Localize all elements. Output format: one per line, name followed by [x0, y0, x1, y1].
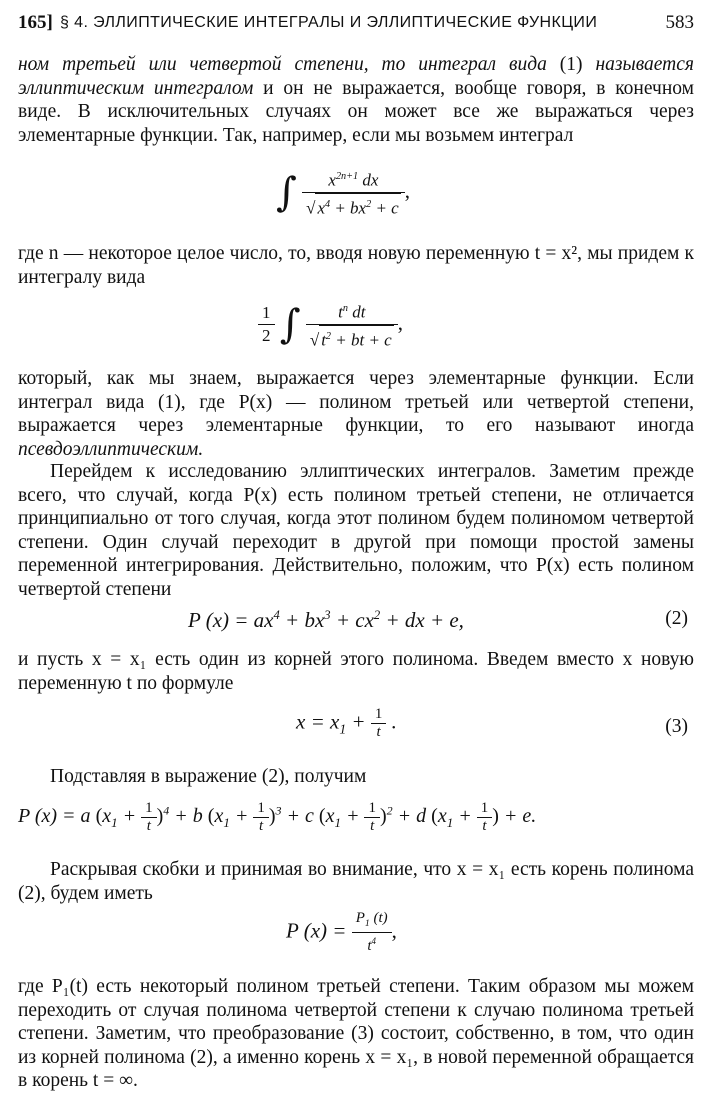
paragraph-3-text: который, как мы знаем, выражается через элементарные функции. Если интеграл вида (1), где P(x) — полином третьей или четвертой степени, выражается через элементарные функции, то его называют иногда [18, 368, 694, 437]
definition-text-1: ном третьей или четвертой степени, то интеграл вида [18, 54, 547, 75]
formula-expansion: P (x) = a ($x_1$ + $\frac{1}{t}$ )$^4$ + b ($x_1$ + $\frac{1}{t}$ )$^3$ + c ($x_1$ + $\frac{1}{t}$ )$^2$ + d ($x_1$ + $\frac{1}{t}$ ) + e. [18, 800, 537, 834]
equation-label-3: (3) [665, 716, 688, 737]
paragraph-6: Подставляя в выражение (2), получим [50, 766, 367, 787]
equation-label-2: (2) [665, 608, 688, 629]
page-number: 583 [665, 12, 694, 33]
paragraph-1-rest: и он не выражается, вообще говоря, в конечном виде. В исключительных случаях он может все же выражаться через элементарные функции. Так, например, если мы возьмем интеграл [18, 77, 694, 146]
paragraph-5: и пусть x = x₁ есть один из корней этого полинома. Введем вместо x новую переменную t по формуле [18, 649, 694, 694]
definition-text-2: называется эллиптическим интегралом [18, 54, 694, 99]
chapter-title: § 4. ЭЛЛИПТИЧЕСКИЕ ИНТЕГРАЛЫ И ЭЛЛИПТИЧЕСКИЕ ФУНКЦИИ [60, 14, 598, 31]
formula-p1: P (x) = $\frac{P_1 (t)}{t^4}$ , [286, 910, 397, 954]
paragraph-8: где P₁(t) есть некоторый полином третьей степени. Таким образом мы можем переходить от случая полинома четвертой степени к случаю полинома третьей степени. Заметим, что преобразование (3) состоит, собственно, в том, что один из корней полинома (2), а именно корень x = x₁, в новой переменной обращается в корень t = ∞. [18, 976, 694, 1092]
formula-integral-1: ∫ $\frac{x^{2n+1} dx}{√ x^4 + bx^2 + c}$ , [276, 166, 410, 219]
equation-ref-1: (1) [546, 54, 596, 75]
paragraph-4: Перейдем к исследованию эллиптических интегралов. Заметим прежде всего, что случай, когда P(x) есть полином третьей степени, не отличается принципиально от того случая, когда этот полином будем полиномом четвертой степени. Один случай переходит в другой при помощи простой замены переменной интегрирования. Действительно, положим, что P(x) есть полином четвертой степени [18, 461, 694, 600]
pseudo-elliptic-term: псевдоэллиптическим. [18, 438, 204, 460]
formula-2: P $(x) = ax^4 + bx^3 + cx^2$ + dx + e, (2) [188, 608, 688, 632]
running-header [18, 10, 694, 40]
paragraph-2: где n — некоторое целое число, то, вводя новую переменную t = x², мы придем к интегралу вида [18, 243, 694, 288]
formula-integral-2: $\frac{1}{2}$ ∫ $\frac{t^n dt}{√ t^2 + bt + c}$ , [258, 298, 403, 351]
paragraph-3 [18, 367, 694, 461]
paragraph-7: Раскрывая скобки и принимая во внимание, что x = x₁ есть корень полинома (2), будем иметь [18, 859, 694, 904]
formula-3: $x = x_1$ + $\frac{1}{t}$ . (3) [296, 706, 688, 740]
section-number: 165] [18, 12, 53, 33]
paragraph-1 [18, 53, 694, 147]
